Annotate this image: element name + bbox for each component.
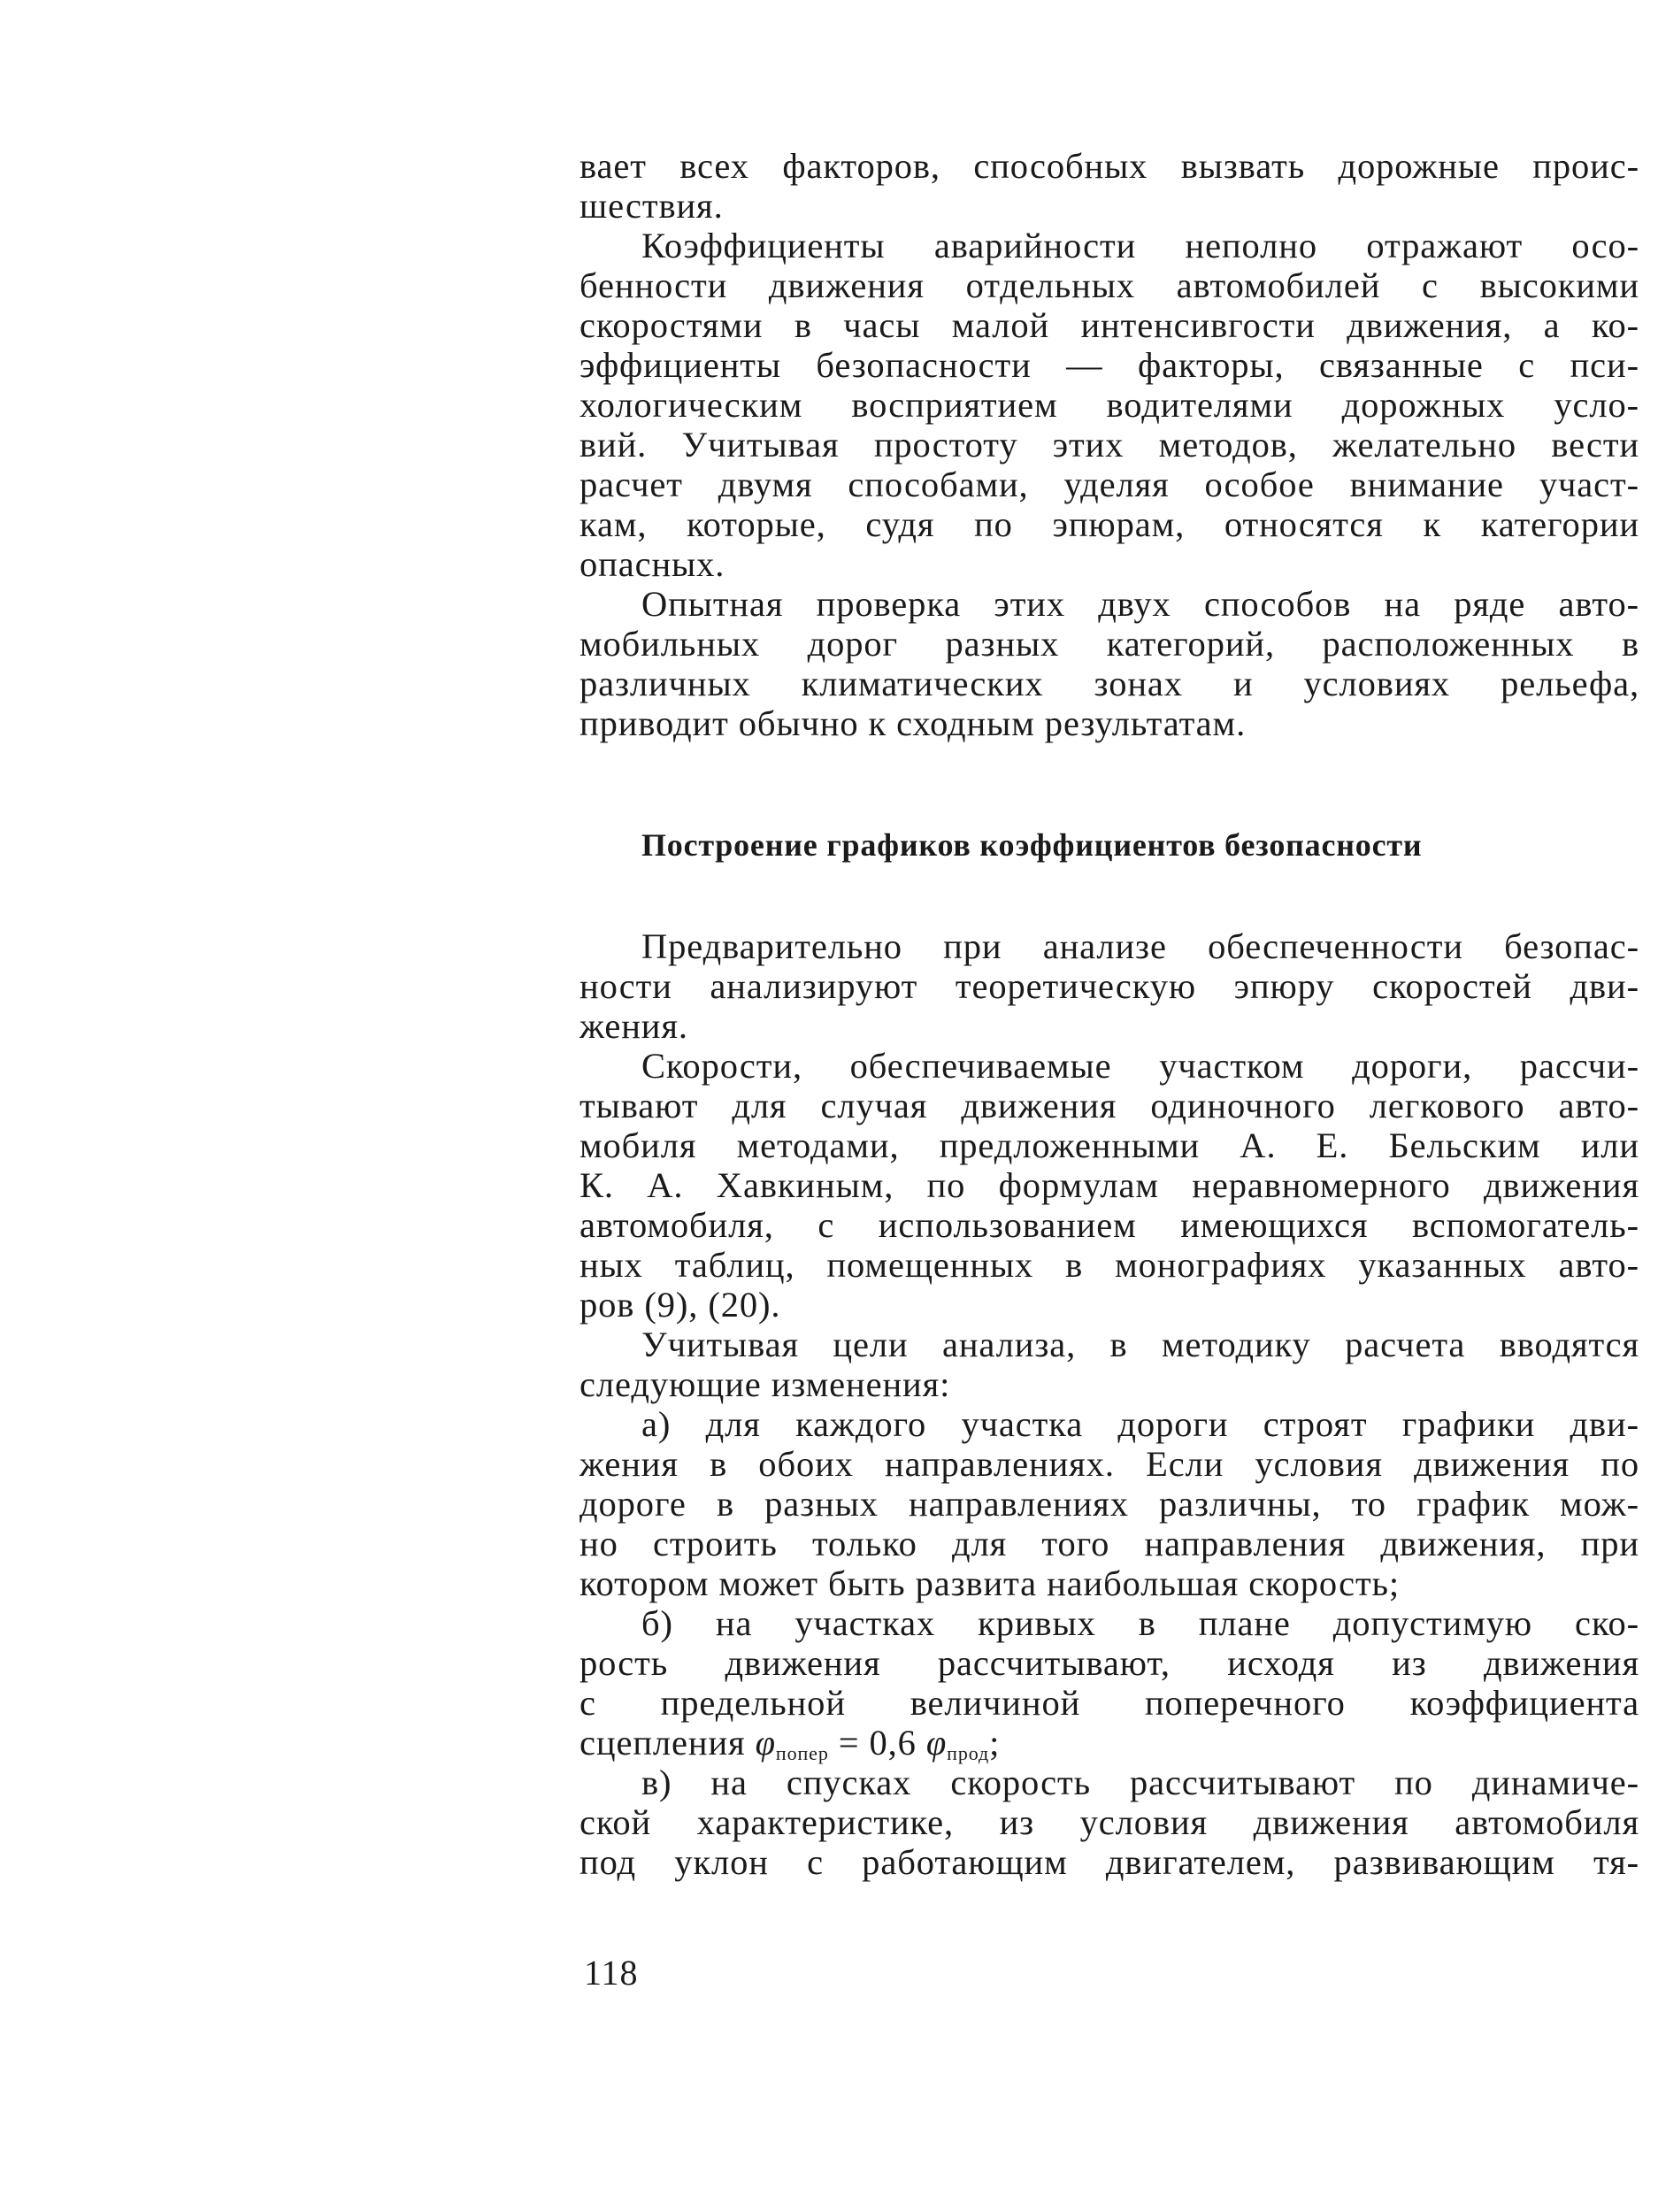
section-heading: Построение графиков коэффициентов безопасности — [641, 827, 1423, 863]
text-line: Коэффициенты аварийности неполно отражают осо- — [641, 226, 1639, 265]
phi-symbol: φ — [925, 1723, 948, 1763]
text-line: в) на спусках скорость рассчитывают по динамиче- — [641, 1763, 1639, 1802]
text-line: Учитывая цели анализа, в методику расчета вводятся — [641, 1325, 1639, 1364]
text-line: жения. — [580, 1006, 688, 1046]
text-line: автомобиля, с использованием имеющихся вспомогатель- — [580, 1205, 1639, 1245]
text-line: шествия. — [580, 186, 724, 226]
text-line: расчет двумя способами, уделяя особое внимание участ- — [580, 465, 1639, 504]
text-line: опасных. — [580, 544, 725, 584]
paragraph-block-1 — [580, 146, 1639, 743]
text-line: кам, которые, судя по эпюрам, относятся к категории — [580, 504, 1639, 544]
text-line: ров (9), (20). — [580, 1285, 781, 1325]
text-line: а) для каждого участка дороги строят графики дви- — [641, 1404, 1639, 1444]
text-line: эффициенты безопасности — факторы, связанные с пси- — [580, 345, 1639, 385]
text-line: хологическим восприятием водителями дорожных усло- — [580, 385, 1639, 425]
text-line: приводит обычно к сходным результатам. — [580, 703, 1247, 743]
text-line: но строить только для того направления движения, при — [580, 1524, 1639, 1563]
text-line: скоростями в часы малой интенсивгости движения, а ко- — [580, 305, 1639, 345]
formula-line — [580, 1723, 1639, 1763]
text-line: вий. Учитывая простоту этих методов, желательно вести — [580, 425, 1639, 465]
text-line: различных климатических зонах и условиях рельефа, — [580, 664, 1639, 703]
text-line: ской характеристике, из условия движения автомобиля — [580, 1802, 1639, 1842]
text-line: следующие изменения: — [580, 1364, 951, 1404]
text-line: мобиля методами, предложенными А. Е. Бельским или — [580, 1125, 1639, 1165]
formula-middle: = 0,6 — [828, 1723, 926, 1763]
text-line: жения в обоих направлениях. Если условия движения по — [580, 1444, 1639, 1484]
text-line: котором может быть развита наибольшая скорость; — [580, 1563, 1401, 1603]
text-line: дороге в разных направлениях различны, то график мож- — [580, 1484, 1639, 1524]
text-line: ных таблиц, помещенных в монографиях указанных авто- — [580, 1245, 1639, 1285]
text-line: Скорости, обеспечиваемые участком дороги, рассчи- — [641, 1046, 1639, 1086]
text-line: вает всех факторов, способных вызвать дорожные проис- — [580, 146, 1639, 186]
subscript-prod: прод — [947, 1742, 990, 1764]
text-line: мобильных дорог разных категорий, расположенных в — [580, 624, 1639, 664]
text-line: с предельной величиной поперечного коэффициента — [580, 1683, 1639, 1723]
text-line: ности анализируют теоретическую эпюру скоростей дви- — [580, 966, 1639, 1006]
text-line: Опытная проверка этих двух способов на ряде авто- — [641, 584, 1639, 624]
paragraph-block-2 — [580, 926, 1639, 1882]
phi-symbol: φ — [755, 1723, 776, 1763]
text-line: бенности движения отдельных автомобилей с высокими — [580, 265, 1639, 305]
page-number: 118 — [584, 1953, 639, 1993]
text-line: под уклон с работающим двигателем, развивающим тя- — [580, 1842, 1639, 1882]
text-line: тывают для случая движения одиночного легкового авто- — [580, 1086, 1639, 1125]
text-line: Предварительно при анализе обеспеченности безопас- — [641, 926, 1639, 966]
formula-prefix: сцепления — [580, 1723, 756, 1763]
text-line: К. А. Хавкиным, по формулам неравномерного движения — [580, 1165, 1639, 1205]
text-line: рость движения рассчитывают, исходя из движения — [580, 1643, 1639, 1683]
formula-suffix: ; — [989, 1723, 1001, 1763]
subscript-poper: попер — [775, 1742, 829, 1764]
text-line: б) на участках кривых в плане допустимую ско- — [641, 1603, 1639, 1643]
